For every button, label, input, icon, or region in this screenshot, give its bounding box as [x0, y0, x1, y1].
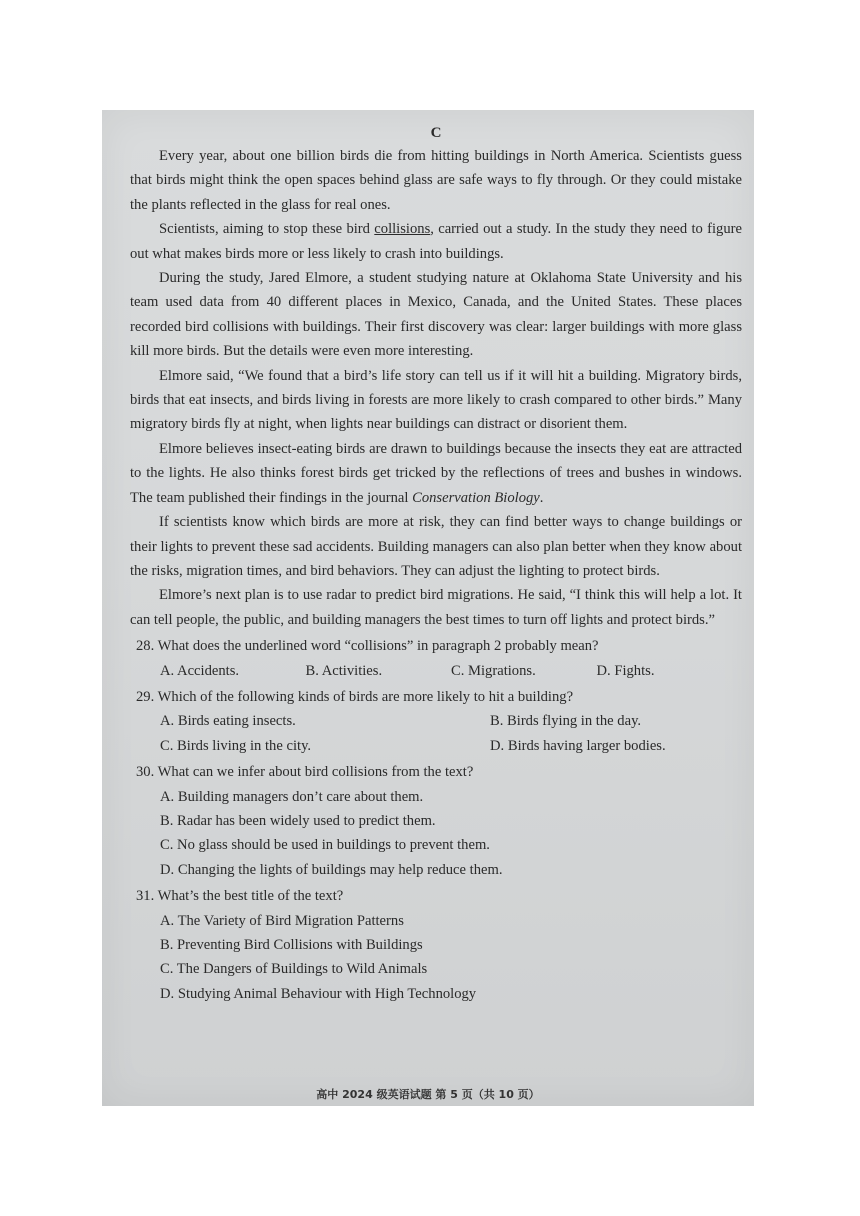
option-b: B. Preventing Bird Collisions with Buildings	[160, 937, 423, 953]
section-heading: C	[430, 125, 442, 141]
paragraph-7: Elmore’s next plan is to use radar to predict bird migrations. He said, “I think this will help a lot. It can tell people, the public, and building managers the best times to turn off lights and protect birds.”	[130, 587, 742, 628]
page-footer: 高中 2024 级英语试题 第 5 页（共 10 页）	[316, 1088, 540, 1101]
option-d: D. Fights.	[596, 662, 655, 679]
paragraph-3: During the study, Jared Elmore, a student studying nature at Oklahoma State University and his team used data from 40 different places in Mexico, Canada, and the United States. These places recorded bird collisions with buildings. Their first discovery was clear: larger buildings with more glass kill more birds. But the details were even more interesting.	[130, 270, 742, 360]
paragraph-2-start: Scientists, aiming to stop these bird	[159, 221, 375, 238]
option-d: D. Studying Animal Behaviour with High Technology	[160, 985, 477, 1002]
option-a: A. The Variety of Bird Migration Patterns	[160, 912, 404, 929]
reading-passage-c	[130, 122, 742, 1006]
option-c: C. Migrations.	[451, 662, 536, 679]
options-row	[130, 659, 742, 683]
paragraph-2-end: , carried out a study. In the study they need to figure out what makes birds more or less likely to crash into buildings.	[130, 221, 742, 262]
question-stem: 29. Which of the following kinds of birds are more likely to hit a building?	[136, 688, 574, 705]
journal-name: Conservation Biology	[412, 489, 540, 506]
paragraph-5-start: Elmore believes insect-eating birds are drawn to buildings because the insects they eat are attracted to the lights. He also thinks forest birds get tricked by the reflections of trees and bushes in windows. The team published their findings in the journal	[130, 440, 742, 506]
question-31	[130, 884, 742, 1006]
option-d: D. Changing the lights of buildings may help reduce them.	[160, 861, 503, 878]
question-stem: 28. What does the underlined word “collisions” in paragraph 2 probably mean?	[136, 638, 599, 655]
option-a: A. Building managers don’t care about them.	[160, 788, 424, 805]
paragraph-6: If scientists know which birds are more at risk, they can find better ways to change buildings or their lights to prevent these sad accidents. Building managers can also plan better when they know about the risks, migration times, and bird behaviors. They can adjust the lighting to protect birds.	[130, 514, 742, 579]
option-a: A. Birds eating insects.	[160, 713, 296, 730]
paragraph-1: Every year, about one billion birds die from hitting buildings in North America. Scientists guess that birds might think the open spaces behind glass are safe ways to fly through. Or they could mistake the plants reflected in the glass for real ones.	[130, 148, 742, 213]
option-b: B. Birds flying in the day.	[490, 713, 642, 730]
options-row	[130, 734, 742, 758]
option-d: D. Birds having larger bodies.	[490, 737, 666, 754]
options-row	[130, 709, 742, 733]
option-b: B. Radar has been widely used to predict them.	[160, 812, 436, 829]
question-28	[130, 634, 742, 683]
paragraph-5	[130, 437, 742, 510]
question-stem: 30. What can we infer about bird collisions from the text?	[136, 764, 474, 781]
exam-page	[102, 110, 754, 1106]
option-c: C. Birds living in the city.	[160, 737, 312, 754]
underlined-word-collisions: collisions	[374, 221, 431, 238]
question-stem: 31. What’s the best title of the text?	[136, 888, 344, 905]
question-30	[130, 760, 742, 882]
option-a: A. Accidents.	[160, 662, 240, 679]
option-c: C. No glass should be used in buildings to prevent them.	[160, 837, 490, 854]
paragraph-4: Elmore said, “We found that a bird’s life story can tell us if it will hit a building. Migratory birds, birds that eat insects, and birds living in forests are more likely to crash compared to other birds.” Many migratory birds fly at night, when lights near buildings can distract or disorient them.	[130, 367, 742, 433]
paragraph-2	[130, 217, 742, 266]
paragraph-5-end: .	[539, 489, 544, 506]
question-29	[130, 685, 742, 758]
option-c: C. The Dangers of Buildings to Wild Animals	[160, 961, 428, 978]
option-b: B. Activities.	[305, 662, 383, 679]
